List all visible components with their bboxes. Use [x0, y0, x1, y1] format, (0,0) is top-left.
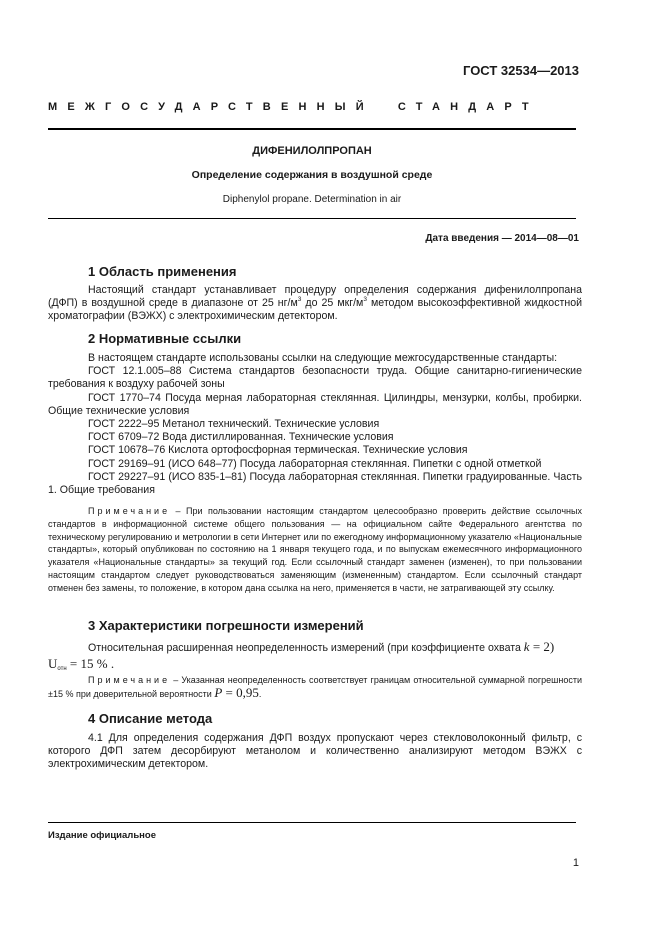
footer-divider [48, 822, 576, 823]
section-4-body [48, 732, 582, 772]
standard-word: СТАНДАРТ [397, 101, 539, 113]
superscript-3: 3 [297, 296, 302, 304]
page-number: 1 [572, 857, 579, 869]
probability-symbol: P [214, 684, 223, 700]
section-4-heading: 4 Описание метода [88, 711, 213, 726]
closing-paren: ) [549, 639, 555, 654]
section-1-text-c: методом высокоэффективной жидкостной хроматографии (ВЭЖХ) с электрохимическим детектором. [48, 297, 583, 323]
section-4-paragraph: 4.1 Для определения содержания ДФП воздух пропускают через стекловолоконный фильтр, с которого ДФП затем десорбируют метанолом и количественно анализируют методом ВЭЖХ с электрохимическим детектором. [48, 732, 582, 771]
coverage-factor-symbol: k [523, 639, 530, 654]
interstate-standard-banner [48, 101, 539, 113]
section-1-text-a: Настоящий стандарт устанавливает процедуру определения содержания дифенилолпропана (ДФП) в воздушной среде в диапазоне от 25 нг/м [48, 284, 582, 310]
reference-item: ГОСТ 29169–91 (ИСО 648–77) Посуда лабораторная стеклянная. Пипетки с одной отметкой [88, 457, 542, 470]
section-3-text: Относительная расширенная неопределенность измерений (при коэффициенте охвата [88, 642, 524, 654]
reference-item: ГОСТ 29227–91 (ИСО 835-1–81) Посуда лабораторная стеклянная. Пипетки градуированные. Часть 1. Общие требования [48, 470, 582, 497]
section-1-heading: 1 Область применения [88, 264, 237, 279]
section-3-note [48, 674, 582, 701]
section-1-text-b: до 25 мкг/м [301, 297, 364, 310]
gost-number: ГОСТ 32534—2013 [463, 63, 579, 78]
reference-item: ГОСТ 10678–76 Кислота ортофосфорная термическая. Технические условия [88, 444, 468, 457]
introduction-date: Дата введения — 2014—08—01 [425, 233, 579, 244]
section-1-body [48, 284, 582, 324]
document-subtitle: Определение содержания в воздушной среде [191, 169, 433, 181]
uncertainty-value: = 15 % . [66, 656, 115, 672]
reference-item: ГОСТ 6709–72 Вода дистиллированная. Технические условия [88, 431, 394, 444]
uncertainty-symbol: U [48, 656, 58, 672]
section-3-body [48, 640, 582, 672]
header-divider [48, 128, 576, 130]
reference-item: ГОСТ 1770–74 Посуда мерная лабораторная стеклянная. Цилиндры, мензурки, колбы, пробирки. Общие технические условия [48, 391, 582, 417]
interstate-word: МЕЖГОСУДАРСТВЕННЫЙ [48, 101, 374, 113]
note-label: Примечание [88, 675, 171, 685]
note-text: – При пользовании настоящим стандартом целесообразно проверить действие ссылочных стандартов в информационной системе общего пользования — на официальном сайте Федерального агентства по техническому регулированию и метрологии в сети Интернет или по ежегодному информационному указателю «Национальные стандарты», который опубликован по состоянию на 1 января текущего года, и по выпускам ежемесячного информационного указателя «Национальные стандарты» за текущий год. Если ссылочный стандарт заменен (изменен), то при пользовании настоящим стандартом следует руководствоваться заменяющим (измененным) стандартом. Если ссылочный стандарт отменен без замены, то положение, в котором дана ссылка на него, применяется в части, не затрагивающей эту ссылку. [48, 506, 582, 593]
reference-item: ГОСТ 12.1.005–88 Система стандартов безопасности труда. Общие санитарно-гигиенические требования к воздуху рабочей зоны [48, 365, 582, 391]
probability-value: = 0,95 [222, 684, 259, 700]
uncertainty-subscript: отн [57, 666, 67, 673]
references-intro: В настоящем стандарте использованы ссылки на следующие межгосударственные стандарты: [88, 352, 558, 364]
section-2-body [48, 352, 582, 497]
section-2-note [48, 505, 582, 595]
note-period: . [258, 688, 262, 699]
note-label: Примечание [88, 506, 171, 516]
document-title: ДИФЕНИЛОЛПРОПАН [252, 145, 372, 157]
reference-item: ГОСТ 2222–95 Метанол технический. Технические условия [88, 418, 380, 431]
title-divider [48, 218, 576, 219]
note-text: – Указанная неопределенность соответствует границам относительной суммарной погрешности ±15 % при доверительной вероятности [48, 675, 582, 699]
coverage-factor-value: = 2 [529, 639, 550, 654]
section-2-heading: 2 Нормативные ссылки [88, 331, 242, 346]
section-3-heading: 3 Характеристики погрешности измерений [88, 618, 364, 633]
english-title: Diphenylol propane. Determination in air [222, 194, 402, 205]
superscript-3: 3 [363, 296, 367, 304]
official-edition-label: Издание официальное [48, 830, 156, 841]
